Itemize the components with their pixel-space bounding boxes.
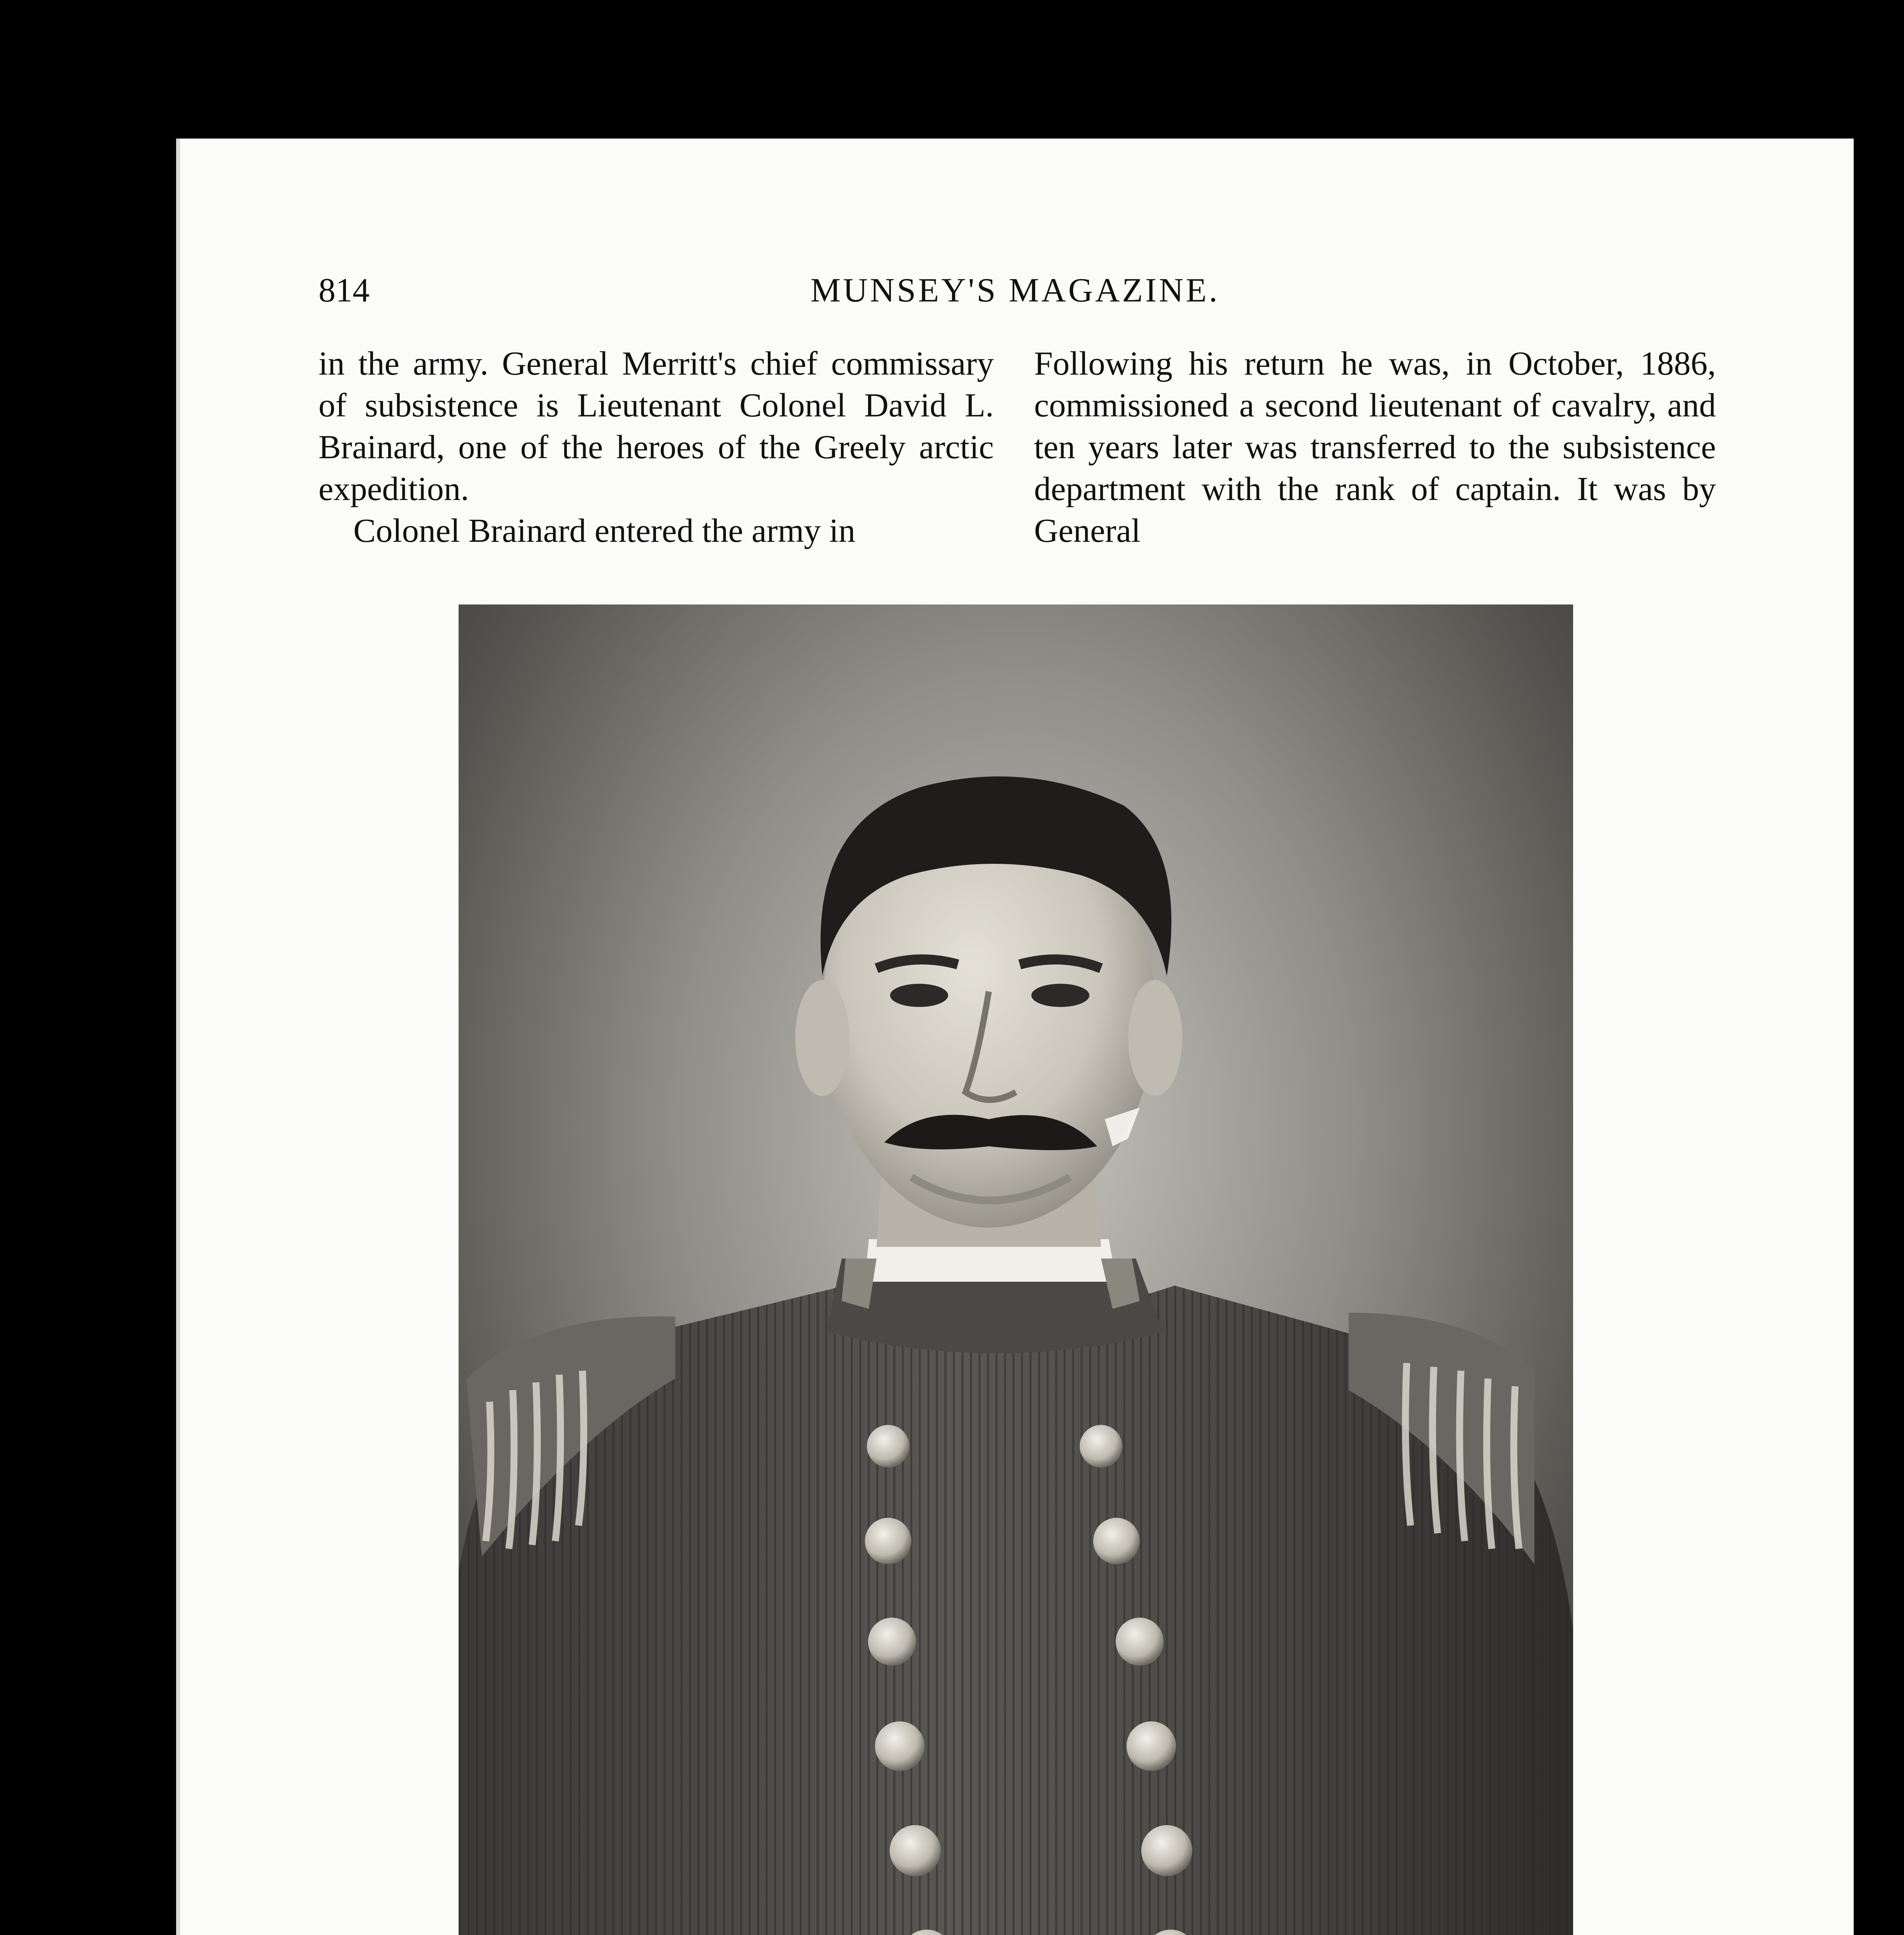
top-left-column [318, 342, 994, 551]
top-left-paragraph-2: Colonel Brainard entered the army in [353, 512, 856, 549]
top-right-column [1034, 342, 1716, 551]
officer-portrait-image [459, 604, 1573, 1935]
magazine-title: MUNSEY'S MAGAZINE. [810, 272, 1220, 309]
top-left-paragraph-1: in the army. General Merritt's chief commissary of subsistence is Lieutenant Colonel David L. Brainard, one of the heroes of the Greely arctic expedition. [318, 344, 994, 507]
top-right-paragraph: Following his return he was, in October, 1886, commissioned a second lieutenant of cavalry, and ten years later was transferred to the subsistence department with the rank of captain. It was by General [1034, 344, 1716, 549]
page-header [318, 271, 1712, 313]
portrait-photograph [459, 604, 1573, 1935]
page-number: 814 [318, 272, 370, 309]
